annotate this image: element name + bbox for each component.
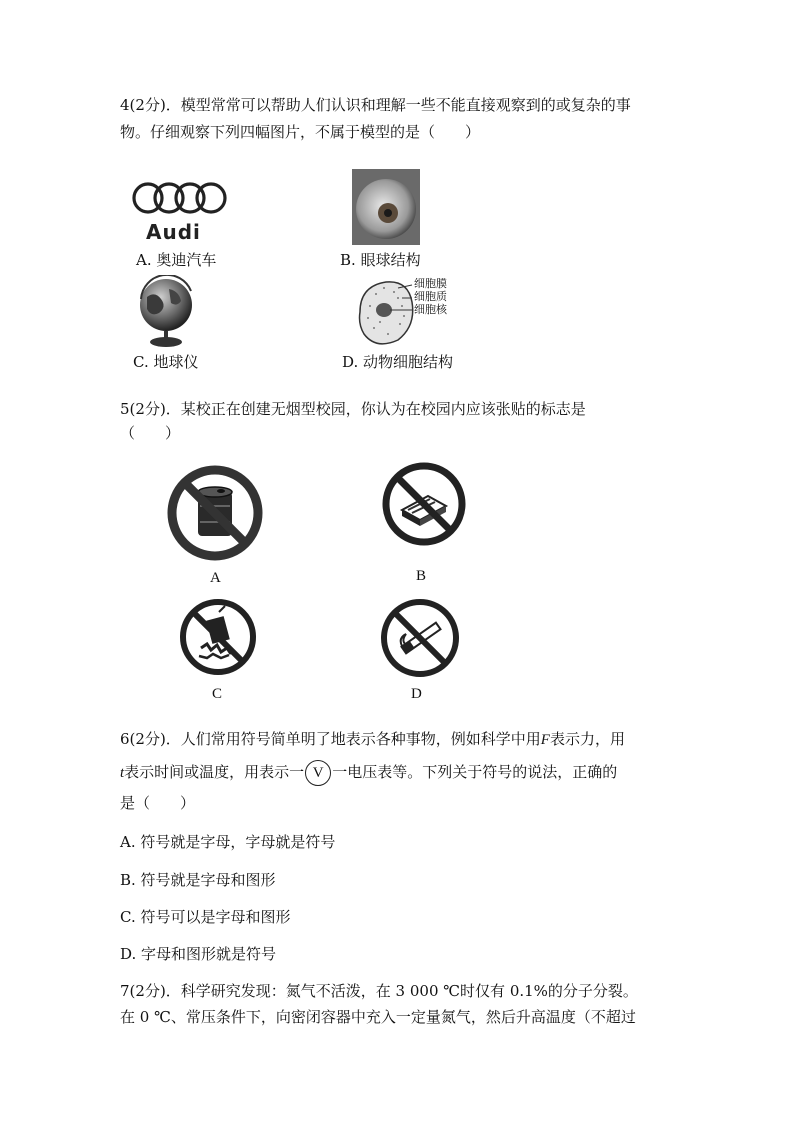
cell-label-cytoplasm: 细胞质 — [414, 290, 447, 303]
q6-option-a: A. 符号就是字母，字母就是符号 — [120, 833, 336, 851]
q6-option-c: C. 符号可以是字母和图形 — [120, 908, 291, 926]
q4-option-a: A. 奥迪汽车 — [136, 251, 217, 269]
sign-c-label: C — [212, 686, 223, 702]
sign-b-label: B — [416, 568, 427, 584]
audi-logo-image — [130, 176, 230, 246]
symbol-t: t — [120, 765, 125, 781]
q4-option-d: D. 动物细胞结构 — [342, 353, 454, 371]
symbol-f: F — [540, 732, 550, 748]
sign-c-no-firecrackers — [177, 596, 259, 678]
cell-label-nucleus: 细胞核 — [414, 303, 447, 316]
sign-d-label: D — [411, 686, 422, 702]
q5-stem-line1: 5(2分)．某校正在创建无烟型校园，你认为在校园内应该张贴的标志是 — [120, 400, 586, 418]
animal-cell-diagram — [354, 276, 464, 346]
q6-stem-line3: 是（ ） — [120, 794, 196, 812]
sign-d-no-smoking — [378, 596, 462, 680]
q4-stem-line2: 物。仔细观察下列四幅图片，不属于模型的是（ ） — [120, 123, 481, 141]
q4-option-b: B. 眼球结构 — [340, 251, 421, 269]
sign-b-no-matchbox — [380, 460, 468, 548]
sign-a-label: A — [210, 570, 221, 586]
q6-option-d: D. 字母和图形就是符号 — [120, 945, 277, 963]
audi-logo-text: Audi — [146, 220, 201, 244]
q6-stem-line2: t表示时间或温度，用表示一 V 一电压表等。下列关于符号的说法，正确的 — [120, 760, 617, 786]
q4-option-c: C. 地球仪 — [133, 353, 199, 371]
eyeball-image — [352, 169, 420, 245]
globe-image — [133, 275, 199, 349]
q7-stem-line2: 在 0 ℃、常压条件下，向密闭容器中充入一定量氮气，然后升高温度（不超过 — [120, 1008, 636, 1026]
cell-label-membrane: 细胞膜 — [414, 277, 447, 290]
voltmeter-symbol: V — [305, 760, 331, 786]
q7-stem-line1: 7(2分)．科学研究发现：氮气不活泼，在 3 000 ℃时仅有 0.1%的分子分裂。 — [120, 982, 638, 1000]
q6-stem-line1: 6(2分)．人们常用符号简单明了地表示各种事物，例如科学中用F表示力，用 — [120, 730, 625, 748]
sign-a-no-oil-drum — [166, 464, 264, 562]
q4-stem-line1: 4(2分)．模型常常可以帮助人们认识和理解一些不能直接观察到的或复杂的事 — [120, 96, 631, 114]
q6-option-b: B. 符号就是字母和图形 — [120, 871, 276, 889]
q5-stem-line2: （ ） — [120, 424, 181, 442]
